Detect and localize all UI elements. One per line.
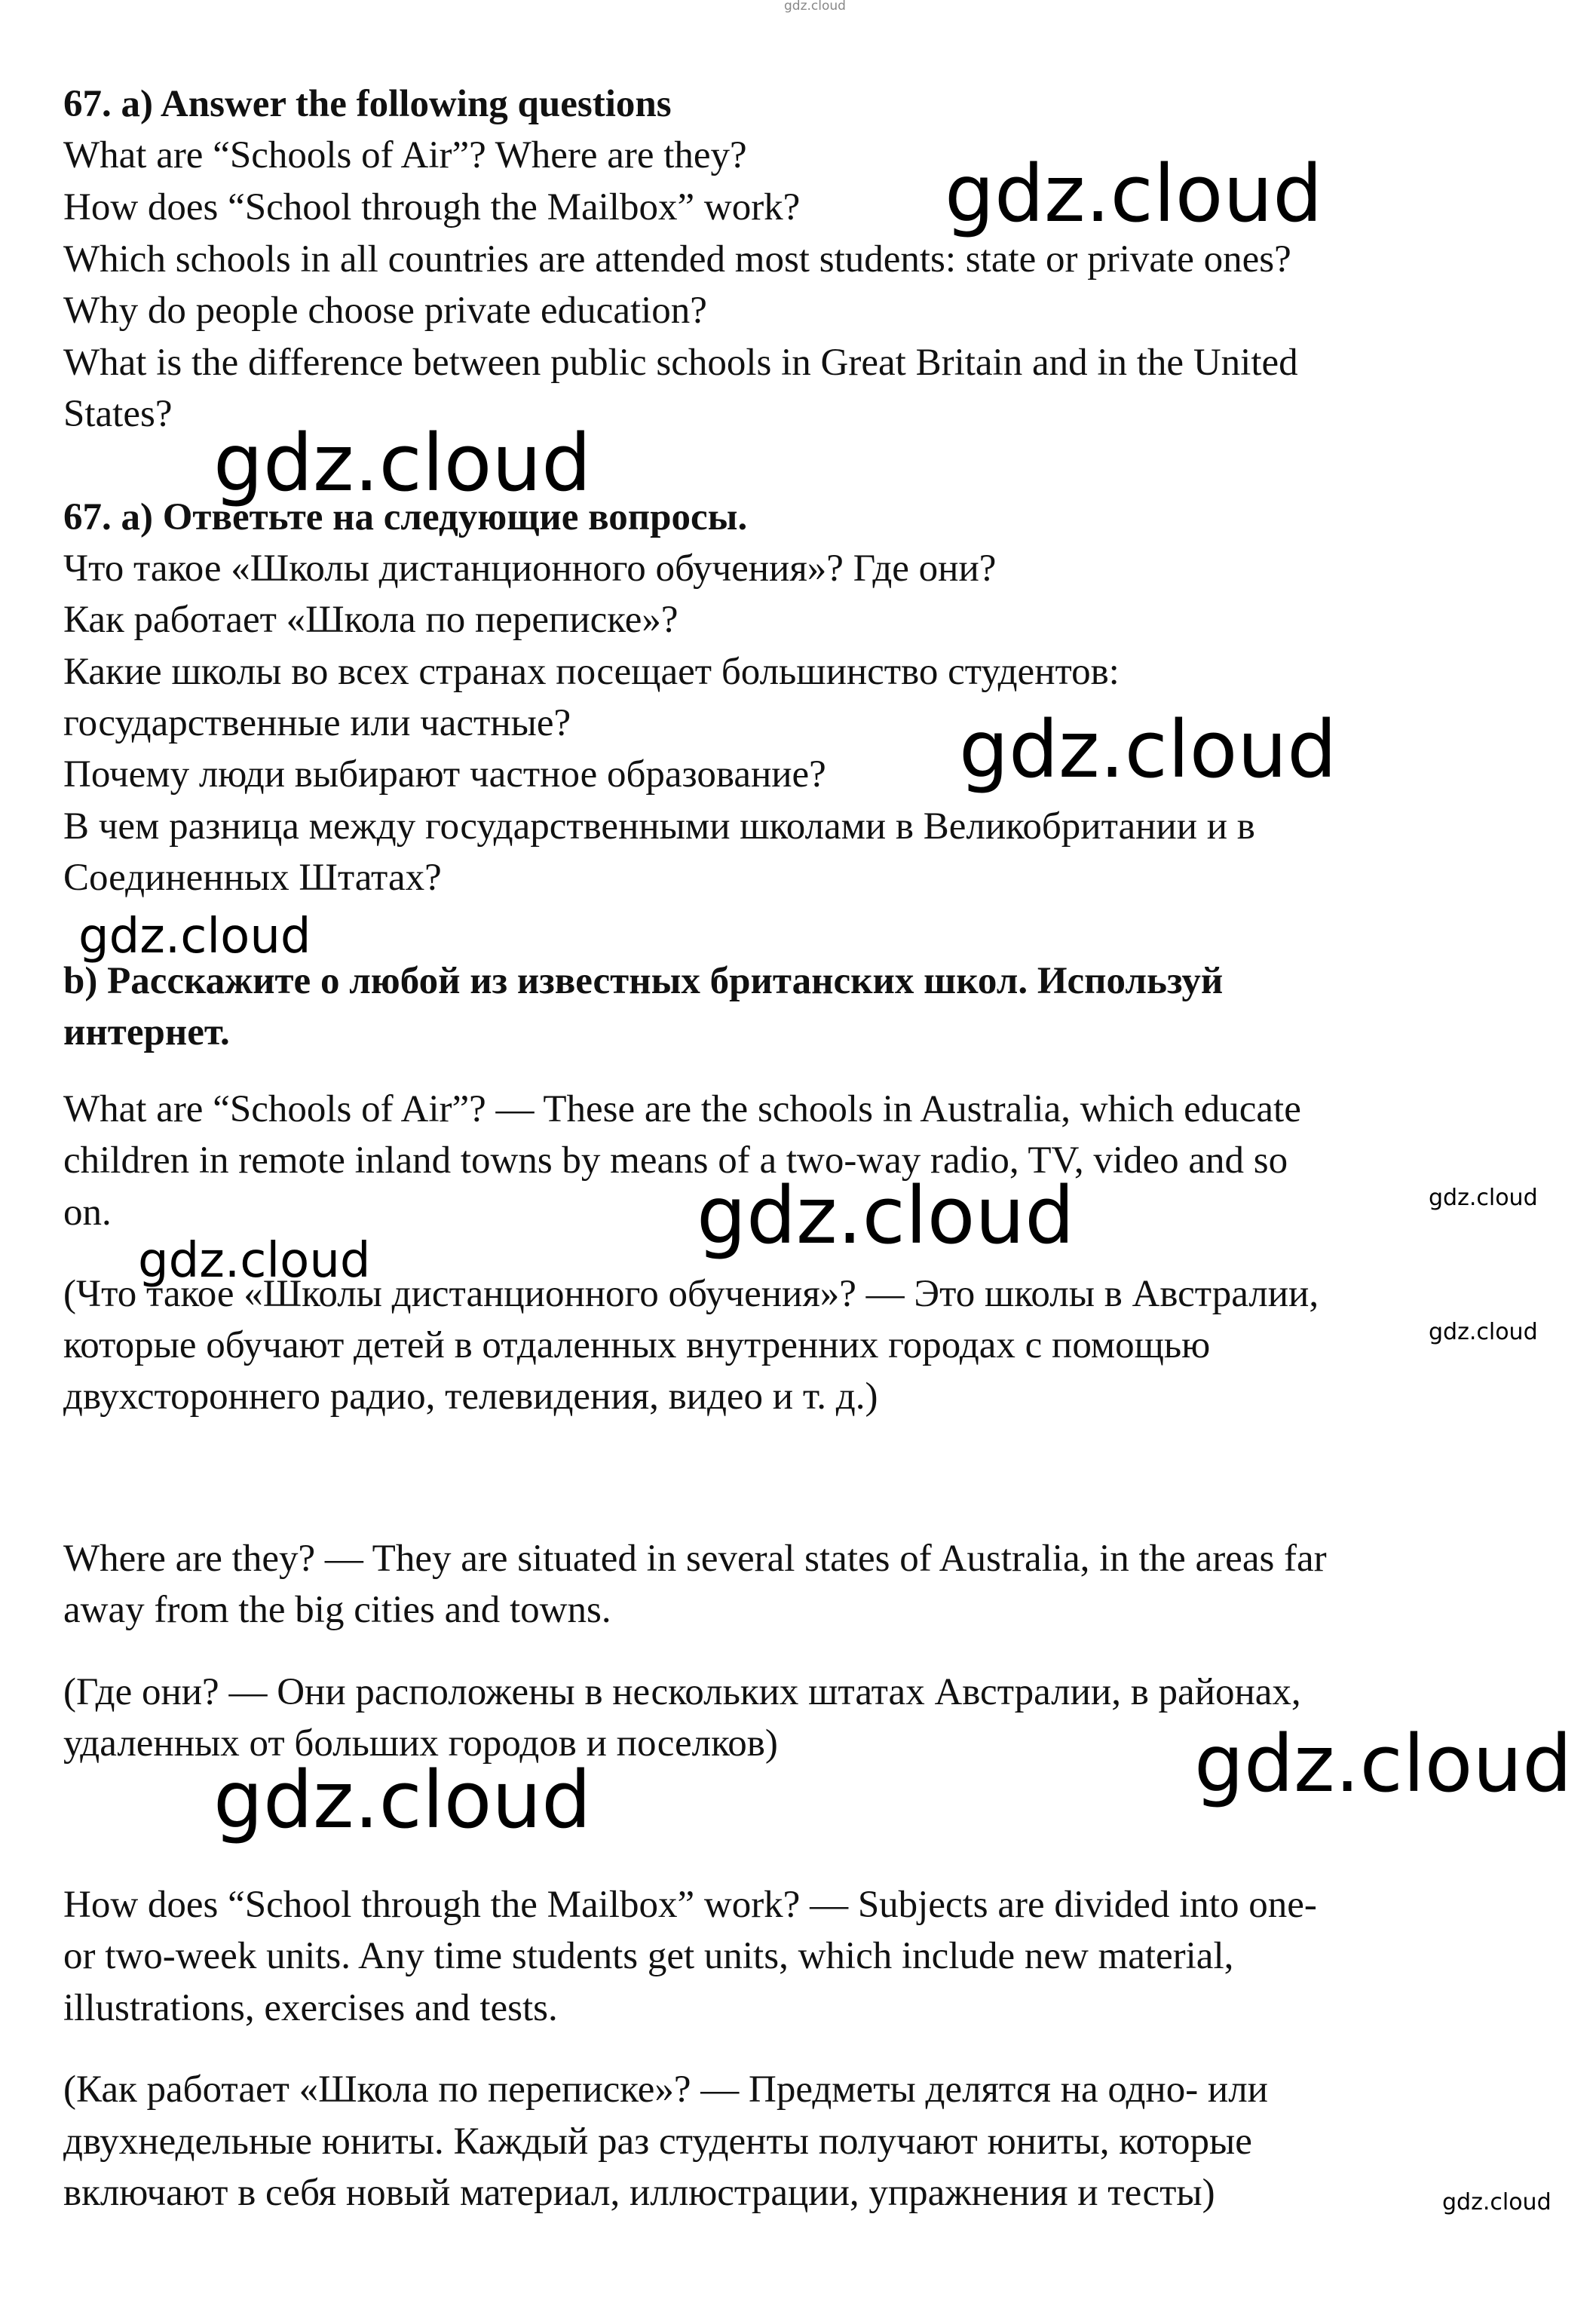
watermark-6: gdz.cloud xyxy=(1429,1185,1538,1211)
answer-en-line: away from the big cities and towns. xyxy=(63,1589,611,1631)
watermark-top: gdz.cloud xyxy=(784,0,846,14)
answer-ru-line: (Что такое «Школы дистанционного обучения»? — Это школы в Австралии, xyxy=(63,1273,1319,1315)
answer-ru-line: удаленных от больших городов и поселков) xyxy=(63,1722,778,1765)
watermark-10: gdz.cloud xyxy=(213,1754,592,1846)
watermark-4: gdz.cloud xyxy=(78,909,311,964)
watermark-2: gdz.cloud xyxy=(213,417,592,509)
question-line-ru: Соединенных Штатах? xyxy=(63,857,442,899)
question-line: How does “School through the Mailbox” work? xyxy=(63,186,801,228)
question-line-ru: Что такое «Школы дистанционного обучения»? Где они? xyxy=(63,547,997,590)
question-line: What is the difference between public schools in Great Britain and in the United xyxy=(63,342,1298,384)
watermark-3: gdz.cloud xyxy=(959,704,1337,796)
question-line: What are “Schools of Air”? Where are they? xyxy=(63,134,747,176)
answer-ru-line: двухстороннего радио, телевидения, видео и т. д.) xyxy=(63,1375,878,1418)
question-line: Why do people choose private education? xyxy=(63,290,707,332)
task-b-heading: интернет. xyxy=(63,1011,230,1053)
answer-ru-line: (Где они? — Они расположены в нескольких штатах Австралии, в районах, xyxy=(63,1671,1301,1713)
watermark-8: gdz.cloud xyxy=(1429,1319,1538,1345)
watermark-1: gdz.cloud xyxy=(945,148,1323,240)
answer-en-line: Where are they? — They are situated in several states of Australia, in the areas far xyxy=(63,1538,1327,1580)
question-line-ru: Как работает «Школа по переписке»? xyxy=(63,599,679,641)
answer-ru-line: (Как работает «Школа по переписке»? — Предметы делятся на одно- или xyxy=(63,2068,1268,2111)
answer-en-line: What are “Schools of Air”? — These are the schools in Australia, which educate xyxy=(63,1088,1301,1130)
question-line: Which schools in all countries are attended most students: state or private ones? xyxy=(63,238,1291,281)
question-line: States? xyxy=(63,393,173,435)
watermark-11: gdz.cloud xyxy=(1442,2189,1552,2216)
answer-ru-line: двухнедельные юниты. Каждый раз студенты получают юниты, которые xyxy=(63,2120,1252,2163)
answer-en-line: How does “School through the Mailbox” work? — Subjects are divided into one- xyxy=(63,1884,1317,1926)
task-b-heading: b) Расскажите о любой из известных британских школ. Используй xyxy=(63,960,1224,1002)
watermark-5: gdz.cloud xyxy=(697,1170,1075,1262)
answer-en-line: children in remote inland towns by means of a two-way radio, TV, video and so xyxy=(63,1139,1288,1182)
question-line-ru: Какие школы во всех странах посещает большинство студентов: xyxy=(63,651,1120,693)
question-line-ru: Почему люди выбирают частное образование? xyxy=(63,753,826,796)
answer-ru-line: которые обучают детей в отдаленных внутренних городах с помощью xyxy=(63,1324,1211,1366)
exercise-heading-ru: 67. a) Ответьте на следующие вопросы. xyxy=(63,496,748,538)
watermark-7: gdz.cloud xyxy=(138,1233,371,1289)
answer-en-line: on. xyxy=(63,1191,112,1234)
watermark-9: gdz.cloud xyxy=(1194,1718,1573,1810)
answer-ru-line: включают в себя новый материал, иллюстрации, упражнения и тесты) xyxy=(63,2172,1215,2214)
question-line-ru: В чем разница между государственными школами в Великобритании и в xyxy=(63,805,1255,848)
question-line-ru: государственные или частные? xyxy=(63,702,571,744)
answer-en-line: or two-week units. Any time students get units, which include new material, xyxy=(63,1935,1234,1977)
exercise-heading-en: 67. a) Answer the following questions xyxy=(63,83,672,125)
answer-en-line: illustrations, exercises and tests. xyxy=(63,1987,558,2029)
